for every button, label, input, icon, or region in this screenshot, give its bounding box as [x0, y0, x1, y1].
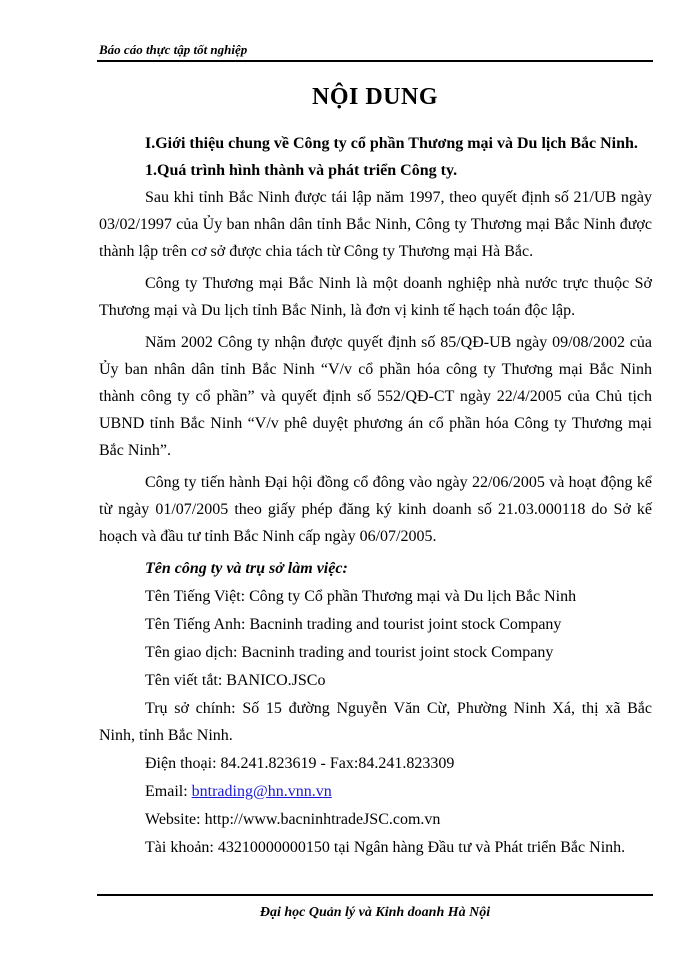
paragraph-3: Năm 2002 Công ty nhận được quyết định số 85/QĐ-UB ngày 09/08/2002 của Ủy ban nhân dân tỉnh Bắc Ninh “V/v cổ phần hóa công ty Thương mại Bắc Ninh thành công ty cổ phần” và quyết định số 552/QĐ-CT ngày 22/4/2005 của Chủ tịch UBND tỉnh Bắc Ninh “V/v phê duyệt phương án cổ phần hóa Công ty Thương mại Bắc Ninh”. [99, 334, 652, 459]
page-footer: Đại học Quản lý và Kinh doanh Hà Nội [259, 905, 491, 920]
paragraph-1: Sau khi tỉnh Bắc Ninh được tái lập năm 1997, theo quyết định số 21/UB ngày 03/02/1997 của Ủy ban nhân dân tỉnh Bắc Ninh, Công ty Thương mại Bắc Ninh được thành lập trên cơ sở được chia tách từ Công ty Thương mại Hà Bắc. [99, 189, 652, 260]
footer-divider [97, 894, 653, 896]
company-info-heading: Tên công ty và trụ sở làm việc: [145, 560, 348, 577]
email-label: Email: [145, 783, 192, 800]
abbreviation: Tên viết tắt: BANICO.JSCo [145, 672, 326, 689]
header-divider [97, 60, 653, 62]
section-heading: I.Giới thiệu chung về Công ty cổ phần Thương mại và Du lịch Bắc Ninh. [145, 135, 638, 152]
email-link[interactable]: bntrading@hn.vnn.vn [191, 783, 332, 800]
page-title: NỘI DUNG [311, 84, 438, 110]
phone-fax: Điện thoại: 84.241.823619 - Fax:84.241.823309 [145, 755, 455, 772]
paragraph-2: Công ty Thương mại Bắc Ninh là một doanh nghiệp nhà nước trực thuộc Sở Thương mại và Du lịch tỉnh Bắc Ninh, là đơn vị kinh tế hạch toán độc lập. [99, 275, 652, 319]
headquarters-address: Trụ sở chính: Số 15 đường Nguyễn Văn Cừ, Phường Ninh Xá, thị xã Bắc Ninh, tỉnh Bắc Ninh. [99, 700, 652, 744]
document-body [99, 130, 652, 862]
english-name: Tên Tiếng Anh: Bacninh trading and tourist joint stock Company [145, 616, 562, 633]
bank-account: Tài khoản: 43210000000150 tại Ngân hàng Đầu tư và Phát triển Bắc Ninh. [145, 839, 626, 856]
section-subheading: 1.Quá trình hình thành và phát triển Công ty. [145, 162, 458, 179]
paragraph-4: Công ty tiến hành Đại hội đồng cổ đông vào ngày 22/06/2005 và hoạt động kể từ ngày 01/07/2005 theo giấy phép đăng ký kinh doanh số 21.03.000118 do Sở kế hoạch và đầu tư tỉnh Bắc Ninh cấp ngày 06/07/2005. [99, 474, 652, 545]
trade-name: Tên giao dịch: Bacninh trading and tourist joint stock Company [145, 644, 554, 661]
email-line [99, 778, 652, 805]
vietnamese-name: Tên Tiếng Việt: Công ty Cổ phần Thương mại và Du lịch Bắc Ninh [145, 588, 577, 605]
page-header: Báo cáo thực tập tốt nghiệp [99, 42, 248, 57]
website-line: Website: http://www.bacninhtradeJSC.com.vn [145, 811, 441, 828]
